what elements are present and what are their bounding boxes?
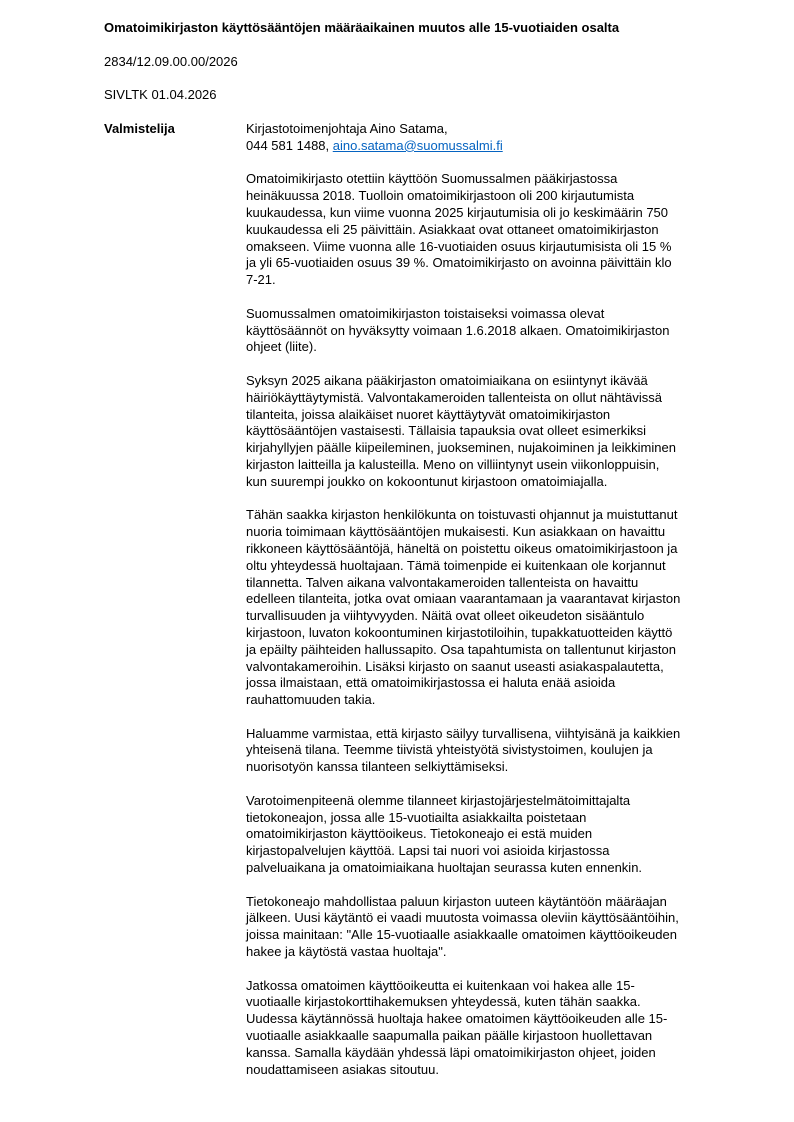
paragraph-line: palveluaikana ja omatoimiaikana huoltajan seurassa kuten ennenkin. [246,860,643,876]
paragraph-line: tilannetta. Talven aikana valvontakameroiden tallenteista on havaittu [246,574,639,590]
paragraph-line: heinäkuussa 2018. Tuolloin omatoimikirjastoon oli 200 kirjautumista [246,188,635,204]
paragraph-line: rikkoneen käyttösääntöjä, häneltä on poistettu oikeus omatoimikirjastoon ja [246,540,678,556]
paragraph-line: noudattamiseen asiakas sitoutuu. [246,1061,439,1077]
paragraph-line: yhteisenä tilana. Teemme tiivistä yhteistyötä sivistystoimen, koulujen ja [246,742,653,758]
preparer-name: Kirjastotoimenjohtaja Aino Satama, [246,121,448,136]
body-paragraph [246,978,746,1079]
body-paragraph [246,507,746,709]
paragraph-line: joissa mainitaan: "Alle 15-vuotiaalle asiakkaalle omatoimen käyttöoikeuden [246,927,677,943]
paragraph-line: kirjahyllyjen päälle kiipeileminen, juokseminen, nujakoiminen ja leikkiminen [246,440,676,456]
paragraph-line: turvallisuuden ja viihtyvyyden. Näitä ovat olleet oikeudeton sisääntulo [246,608,645,624]
paragraph-line: oltu yhteydessä huoltajaan. Tämä toimenpide ei kuitenkaan ole korjannut [246,557,666,573]
paragraph-line: kirjastopalvelujen käyttöä. Lapsi tai nuori voi asioida kirjastossa [246,843,610,859]
paragraph-line: 7-21. [246,272,276,288]
paragraph-line: kirjastoon, luvaton kokoontuminen kirjastotiloihin, tupakkatuotteiden käyttö [246,624,673,640]
paragraph-line: rauhattomuuden takia. [246,692,376,708]
body-paragraph [246,793,746,877]
paragraph-line: vuotiaalle kirjastokorttihakemuksen yhteydessä, kuten tähän saakka. [246,994,641,1010]
document-header [104,20,619,121]
paragraph-line: häiriökäyttäytymistä. Valvontakameroiden tallenteista on ollut nähtävissä [246,389,662,405]
paragraph-line: nuoria toimimaan käyttösääntöjen mukaisesti. Kun asiakkaan on havaittu [246,524,666,540]
preparer-email-link[interactable]: aino.satama@suomussalmi.fi [332,137,503,153]
document-body [246,121,746,1095]
document-title: Omatoimikirjaston käyttösääntöjen määräaikainen muutos alle 15-vuotiaiden osalta [104,20,620,35]
paragraph-line: kun suurempi joukko on kokoontunut kirjastoon omatoimiajalla. [246,473,608,489]
meeting-reference: SIVLTK 01.04.2026 [104,87,217,103]
body-paragraph [246,894,746,961]
preparer-contact [246,121,746,155]
paragraph-line: Syksyn 2025 aikana pääkirjaston omatoimiaikana on esiintynyt ikävää [246,372,648,388]
paragraph-line: Omatoimikirjasto otettiin käyttöön Suomussalmen pääkirjastossa [246,171,618,187]
paragraph-line: vuotiaalle asiakkaalle saapumalla paikan päälle kirjastoon huollettavan [246,1028,653,1044]
paragraph-line: ja yli 65-vuotiaiden osuus 39 %. Omatoimikirjasto on avoinna päivittäin klo [246,255,672,271]
paragraph-line: kuukaudessa, kun viime vuonna 2025 kirjautumisia oli jo keskimäärin 750 [246,204,669,220]
paragraph-line: kanssa. Samalla käydään yhdessä läpi omatoimikirjaston ohjeet, joiden [246,1044,656,1060]
document-number: 2834/12.09.00.00/2026 [104,53,238,69]
paragraph-line: hakee ja käytöstä vastaa huoltaja". [246,944,447,960]
paragraph-line: käyttösäännöt on hyväksytty voimaan 1.6.2018 alkaen. Omatoimikirjaston [246,322,670,338]
paragraph-line: Suomussalmen omatoimikirjaston toistaiseksi voimassa olevat [246,305,605,321]
paragraph-line: kirjaston laitteilla ja kalusteilla. Meno on villiintynyt usein viikonloppuisin, [246,456,660,472]
paragraph-line: ohjeet (liite). [246,339,317,355]
paragraph-line: Varotoimenpiteenä olemme tilanneet kirjastojärjestelmätoimittajalta [246,792,631,808]
body-paragraph [246,306,746,356]
paragraph-line: ja epäilty päihteiden hallussapito. Osa tapahtumista on tallentunut kirjaston [246,641,676,657]
paragraph-line: nuorisotyön kanssa tilanteen selkiyttämiseksi. [246,759,509,775]
paragraph-line: käyttösääntöjen vastaisesti. Tällaisia tapauksia ovat olleet esimerkiksi [246,423,647,439]
paragraph-line: tietokoneajon, jossa alle 15-vuotiailta asiakkailta poistetaan [246,809,587,825]
paragraph-line: tilanteita, joissa alaikäiset nuoret käyttäytyvät omatoimikirjaston [246,406,611,422]
paragraph-line: valvontakameroihin. Lisäksi kirjasto on saanut useasti asiakaspalautetta, [246,658,664,674]
paragraph-line: Uudessa käytännössä huoltaja hakee omatoimen käyttöoikeuden alle 15- [246,1011,668,1027]
paragraph-line: jälkeen. Uusi käytäntö ei vaadi muutosta voimassa oleviin käyttösääntöihin, [246,910,679,926]
paragraph-line: kuukaudessa eli 25 päivittäin. Asiakkaat ovat ottaneet omatoimikirjaston [246,221,659,237]
body-paragraph [246,373,746,491]
paragraph-line: Tietokoneajo mahdollistaa paluun kirjaston uuteen käytäntöön määräajan [246,893,667,909]
paragraph-line: omatoimikirjaston käyttöoikeus. Tietokoneajo ei estä muiden [246,826,593,842]
paragraph-line: Haluamme varmistaa, että kirjasto säilyy turvallisena, viihtyisänä ja kaikkien [246,725,681,741]
body-paragraph [246,171,746,289]
paragraph-line: edelleen tilanteita, jotka ovat omiaan vaarantamaan ja vaarantavat kirjaston [246,591,681,607]
preparer-label: Valmistelija [104,121,175,136]
paragraph-line: omakseen. Viime vuonna alle 16-vuotiaiden osuus kirjautumisista oli 15 % [246,238,672,254]
paragraph-line: Tähän saakka kirjaston henkilökunta on toistuvasti ohjannut ja muistuttanut [246,507,678,523]
paragraph-line: jossa ilmaistaan, että omatoimikirjastossa ei haluta enää asioida [246,675,616,691]
paragraph-line: Jatkossa omatoimen käyttöoikeutta ei kuitenkaan voi hakea alle 15- [246,977,635,993]
body-paragraph [246,726,746,776]
preparer-phone: 044 581 1488, [246,137,333,153]
